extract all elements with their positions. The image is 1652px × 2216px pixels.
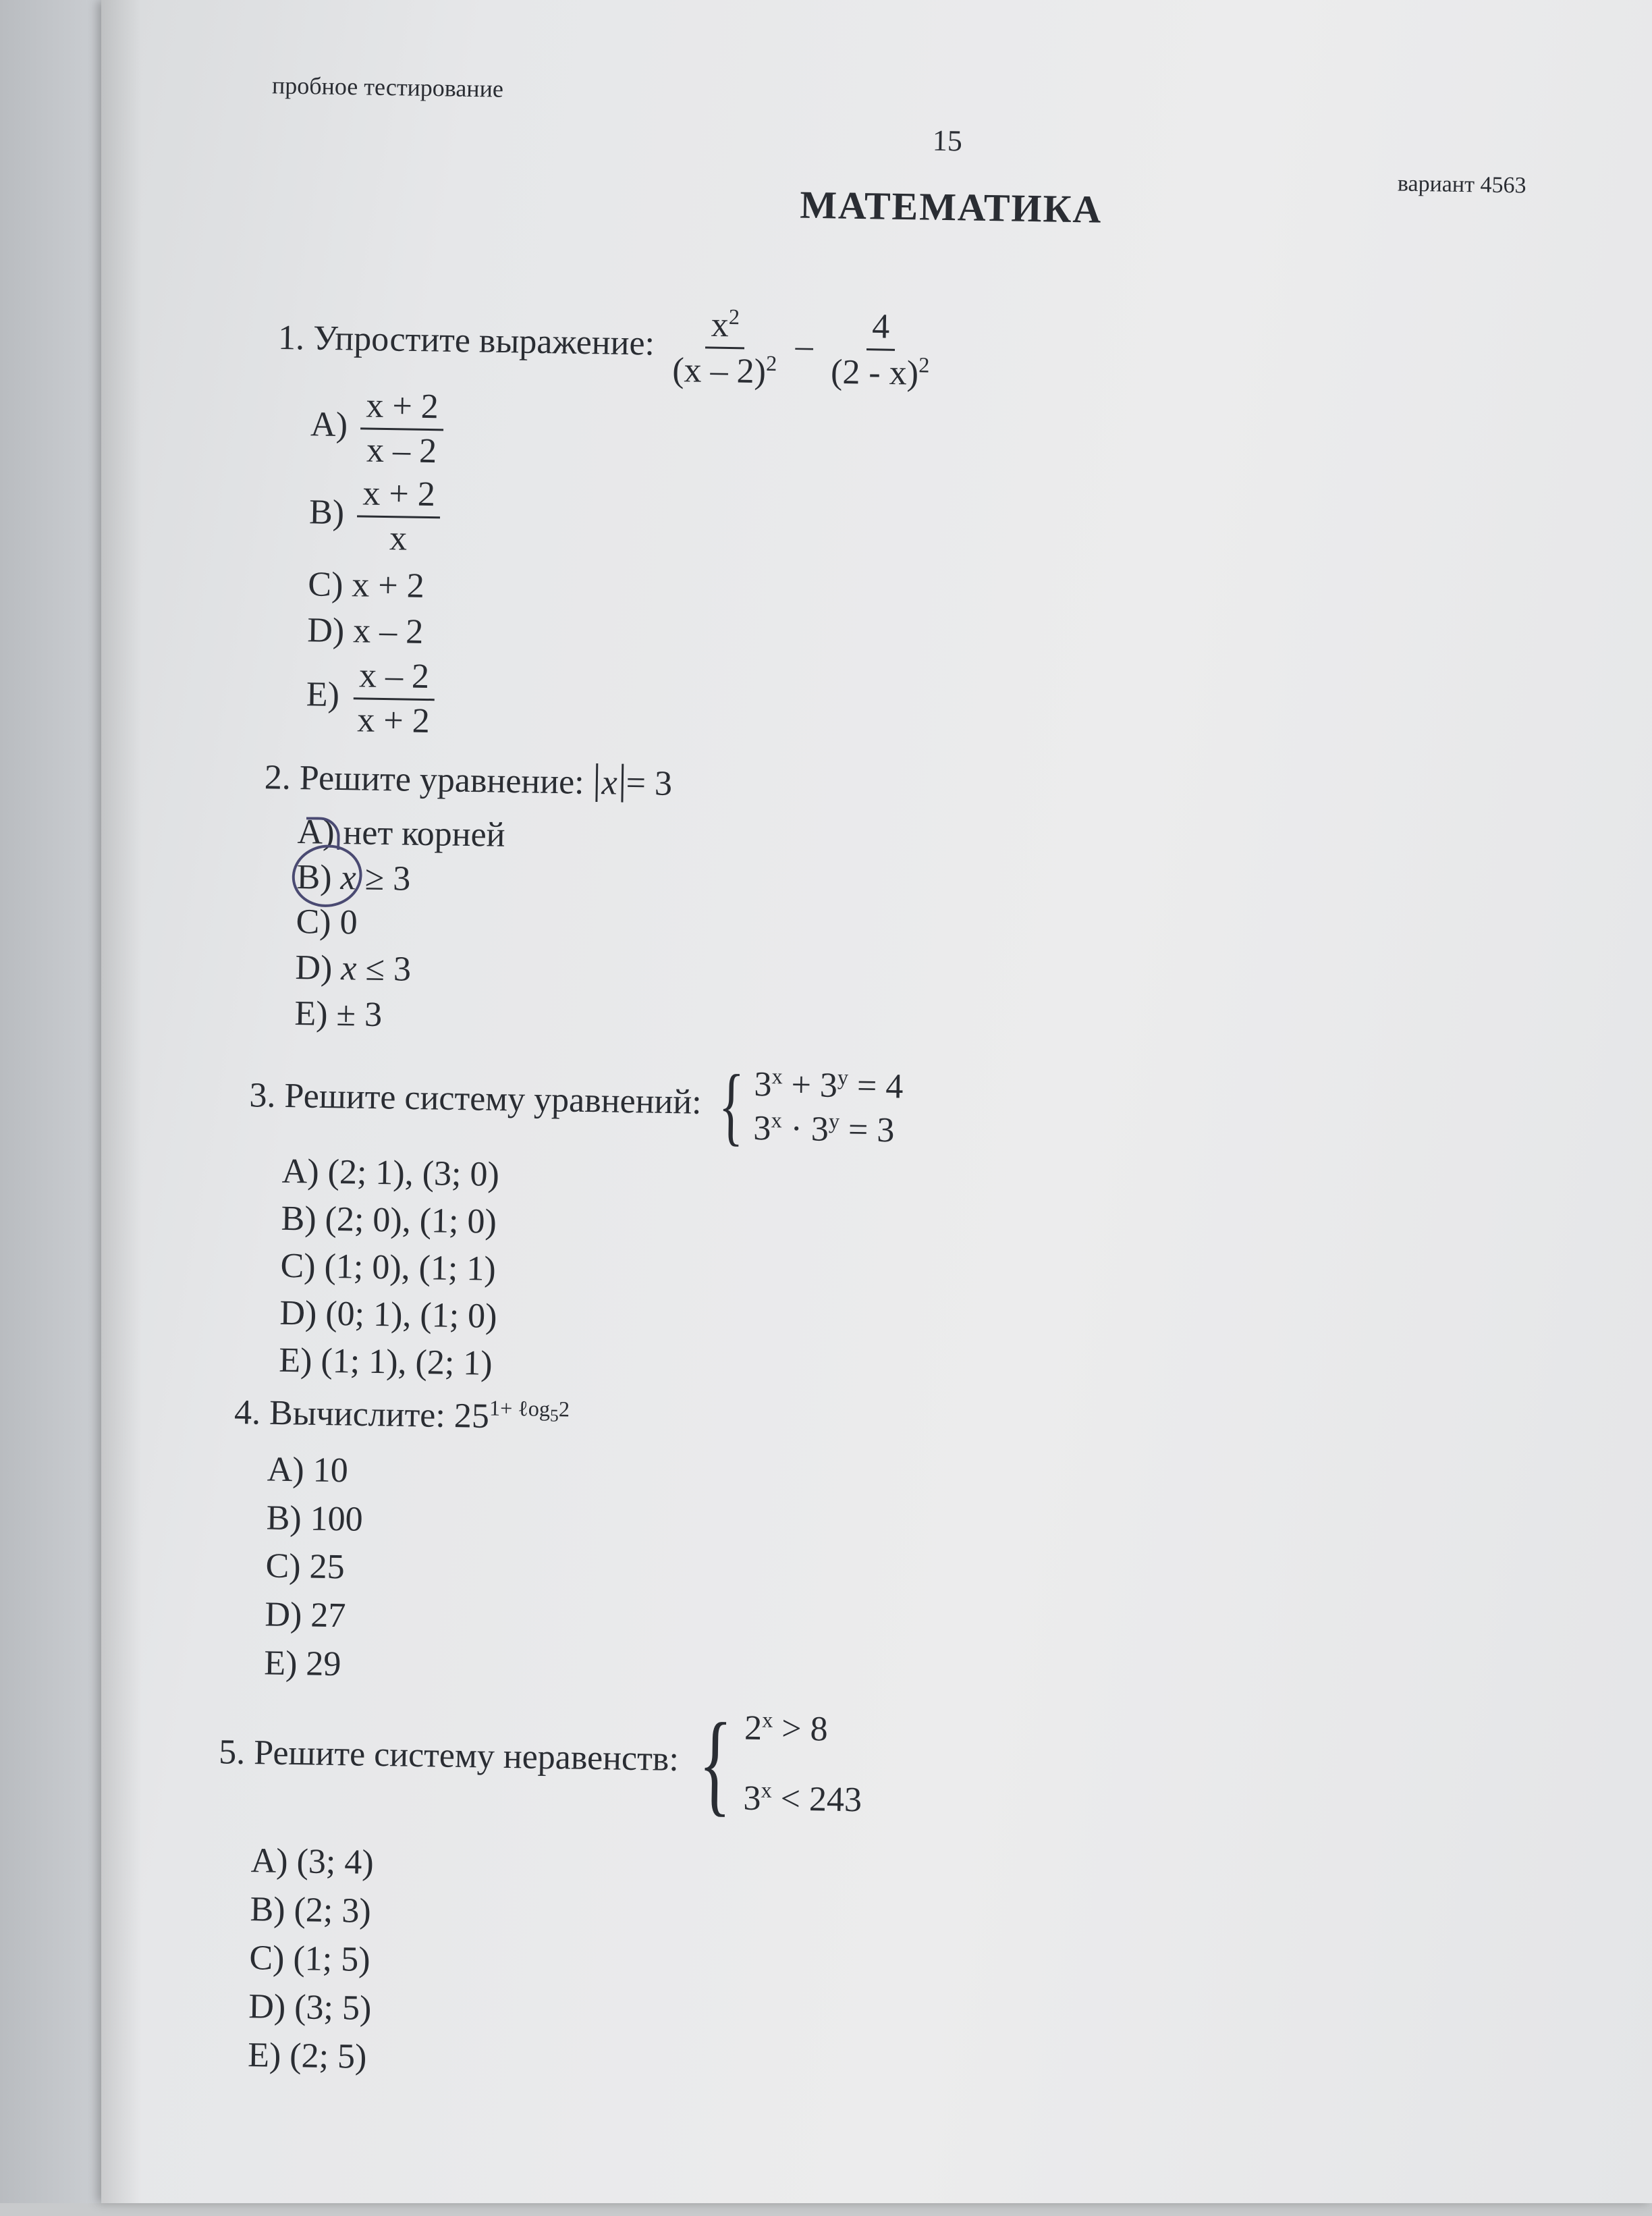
- term-1-denominator-exponent: 2: [765, 350, 777, 376]
- question-2-text: 2. Решите уравнение:: [264, 758, 585, 802]
- option-value: 29: [305, 1644, 341, 1684]
- system-inequality-1: $2^x > 8$: [744, 1707, 829, 1749]
- question-2: [264, 757, 672, 803]
- option-label: C): [265, 1546, 302, 1586]
- q4-option-a[interactable]: [267, 1449, 348, 1490]
- option-label: E): [306, 675, 340, 715]
- q5-option-a[interactable]: [250, 1841, 374, 1883]
- option-label: D): [248, 1987, 286, 2026]
- question-4-text: 4. Вычислите:: [233, 1393, 446, 1435]
- option-value: ≤ 3: [356, 949, 412, 989]
- option-value: (2; 3): [294, 1891, 372, 1930]
- option-label: E): [263, 1644, 298, 1683]
- subject-title: МАТЕМАТИКА: [799, 182, 1103, 232]
- term-1-numerator: x: [711, 305, 729, 345]
- option-value: (1; 1), (2; 1): [321, 1341, 493, 1383]
- option-label: C): [249, 1939, 285, 1978]
- term-2-denominator-exponent: 2: [918, 352, 930, 377]
- option-label: A): [267, 1450, 305, 1490]
- option-value: (0; 1), (1; 0): [325, 1294, 497, 1336]
- q2-option-d[interactable]: [295, 948, 411, 990]
- option-label: A): [310, 405, 348, 445]
- option-value: нет корней: [343, 813, 505, 855]
- option-label: D): [279, 1293, 317, 1333]
- option-label: A): [281, 1152, 320, 1191]
- question-3: [248, 1054, 903, 1153]
- option-value: (3; 5): [294, 1988, 372, 2028]
- q5-option-b[interactable]: [250, 1889, 371, 1931]
- option-denominator: x – 2: [366, 431, 437, 470]
- question-1-term-2: [825, 308, 936, 392]
- q4-option-c[interactable]: [265, 1546, 345, 1587]
- equation-rhs: = 3: [626, 763, 673, 803]
- option-label: A): [250, 1841, 289, 1881]
- option-numerator: x + 2: [357, 475, 441, 518]
- q3-option-c[interactable]: [280, 1246, 496, 1289]
- system-brace: {: [697, 1699, 733, 1827]
- q1-option-e[interactable]: [306, 657, 440, 740]
- option-label: B): [296, 858, 333, 897]
- option-value: (2; 1), (3; 0): [327, 1152, 500, 1194]
- option-value: ± 3: [336, 994, 383, 1035]
- question-5: [218, 1685, 864, 1835]
- question-1-text: 1. Упростите выражение:: [277, 318, 655, 363]
- option-label: D): [265, 1595, 302, 1635]
- option-label: C): [307, 565, 343, 605]
- option-label: B): [266, 1498, 302, 1538]
- option-value: x – 2: [352, 612, 424, 651]
- variant-label: вариант 4563: [1397, 171, 1526, 198]
- q4-option-d[interactable]: [265, 1594, 346, 1636]
- q4-option-e[interactable]: [264, 1643, 341, 1684]
- option-variable: x: [340, 949, 357, 988]
- log-argument: 2: [558, 1397, 570, 1422]
- q3-option-a[interactable]: [281, 1152, 499, 1195]
- question-5-text: 5. Решите систему неравенств:: [218, 1733, 680, 1779]
- option-label: B): [250, 1890, 286, 1929]
- option-value: (3; 4): [296, 1842, 375, 1882]
- option-value: (1; 0), (1; 1): [324, 1247, 497, 1289]
- option-value: (2; 0), (1; 0): [325, 1199, 497, 1241]
- q1-option-c[interactable]: [308, 564, 424, 606]
- question-4: [234, 1392, 570, 1438]
- absolute-value: x: [595, 763, 624, 803]
- page-number: 15: [932, 124, 963, 158]
- q2-option-e[interactable]: [294, 994, 383, 1035]
- question-3-text: 3. Решите систему уравнений:: [249, 1076, 703, 1122]
- minus-sign: –: [795, 326, 814, 366]
- option-numerator: x – 2: [354, 657, 435, 700]
- term-2-numerator: 4: [866, 308, 896, 350]
- q5-option-c[interactable]: [249, 1938, 370, 1980]
- equation-system: [710, 1057, 904, 1155]
- term-1-numerator-exponent: 2: [728, 304, 740, 329]
- option-value: 10: [312, 1451, 349, 1490]
- option-label: D): [295, 948, 333, 988]
- option-value: x + 2: [351, 566, 425, 605]
- option-label: B): [308, 493, 345, 533]
- system-inequality-2: $3^x < 243$: [743, 1777, 862, 1820]
- option-value: (2; 5): [289, 2036, 367, 2076]
- header-label: пробное тестирование: [271, 72, 504, 103]
- q2-option-c[interactable]: [296, 902, 358, 942]
- q5-option-e[interactable]: [248, 2035, 367, 2077]
- inequality-system: [686, 1692, 863, 1835]
- system-brace: {: [717, 1057, 745, 1155]
- log-base: 5: [549, 1405, 559, 1426]
- option-denominator: x + 2: [356, 700, 431, 740]
- q3-option-d[interactable]: [279, 1293, 497, 1336]
- q3-option-e[interactable]: [279, 1341, 493, 1384]
- option-label: D): [306, 611, 345, 651]
- question-1: [277, 298, 940, 393]
- option-value: 27: [310, 1596, 346, 1636]
- system-equation-2: $3^x \cdot 3^y = 3$: [752, 1108, 895, 1150]
- option-value: 0: [339, 903, 358, 942]
- option-label: E): [278, 1341, 312, 1380]
- q1-option-b[interactable]: [308, 475, 445, 558]
- q5-option-d[interactable]: [248, 1987, 372, 2028]
- option-value: ≥ 3: [356, 859, 411, 898]
- option-label: C): [296, 902, 332, 942]
- option-numerator: x + 2: [360, 387, 444, 431]
- option-label: B): [281, 1199, 317, 1239]
- q1-option-a[interactable]: [310, 387, 448, 470]
- term-1-denominator: (x – 2): [671, 350, 767, 391]
- option-value: 100: [310, 1499, 364, 1539]
- question-1-term-1: [667, 305, 783, 391]
- power-base: 25: [453, 1397, 490, 1436]
- option-label: E): [294, 994, 328, 1033]
- power-exponent: 1+ ℓog: [489, 1395, 551, 1422]
- system-equation-1: $3^x + 3^y = 4$: [754, 1064, 904, 1106]
- q3-option-b[interactable]: [281, 1199, 497, 1242]
- q1-option-d[interactable]: [307, 610, 424, 652]
- option-label: E): [247, 2036, 281, 2075]
- term-2-denominator: (2 - x): [830, 352, 919, 393]
- q4-option-b[interactable]: [266, 1498, 363, 1539]
- option-variable: x: [340, 859, 357, 898]
- option-value: 25: [309, 1547, 346, 1587]
- option-value: (1; 5): [293, 1939, 370, 1979]
- option-denominator: x: [389, 518, 408, 558]
- option-label: C): [280, 1246, 316, 1286]
- option-label: A): [297, 813, 335, 852]
